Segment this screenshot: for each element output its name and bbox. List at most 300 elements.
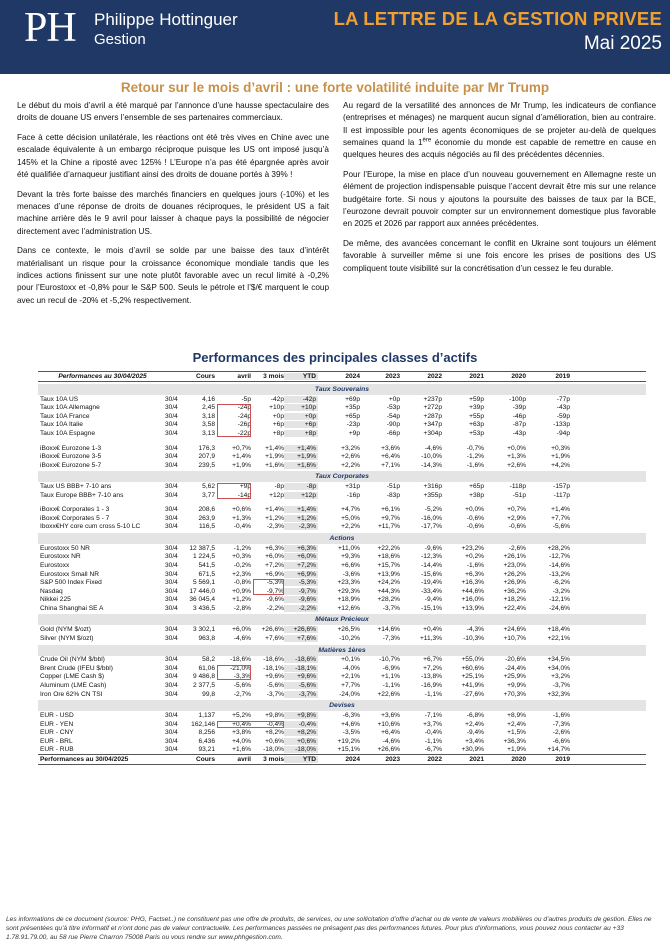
table-cell: +65p <box>345 412 360 420</box>
table-cell: -27,6% <box>463 690 484 698</box>
table-cell: -18,1% <box>284 665 318 672</box>
table-cell: +11,3% <box>419 634 442 642</box>
table-cell: +355p <box>423 491 442 499</box>
table-cell: +6,4% <box>381 729 400 737</box>
table-row <box>38 690 646 699</box>
table-cell: +9,8% <box>265 712 284 720</box>
table-cell: -2,6% <box>552 729 570 737</box>
table-cell: +10,6% <box>377 720 400 728</box>
table-cell: +1,1% <box>381 673 400 681</box>
table-cell: -4,0% <box>342 664 360 672</box>
table-cell: -2,2% <box>266 604 284 612</box>
table-cell: +7,2% <box>284 562 318 569</box>
table-cell: +26,1% <box>503 553 526 561</box>
table-cell: +18,6% <box>377 553 400 561</box>
table-cell: 5 569,1 <box>193 579 215 587</box>
table-cell: +9p <box>348 429 360 437</box>
table-cell: -1,6% <box>552 712 570 720</box>
table-cell: +4,0% <box>232 737 251 745</box>
table-cell: China Shanghai SE A <box>40 604 104 612</box>
table-cell: +3,6% <box>381 444 400 452</box>
table-cell: +38p <box>469 491 484 499</box>
table-cell: -14p <box>237 491 251 499</box>
table-cell: +7,1% <box>381 461 400 469</box>
table-cell: +41,9% <box>461 681 484 689</box>
table-cell: +0,0% <box>507 444 526 452</box>
table-cell: -9,6% <box>424 544 442 552</box>
table-cell: +23,2% <box>461 544 484 552</box>
table-row <box>38 578 646 587</box>
table-cell: 30/4 <box>165 561 178 569</box>
table-cell: +15,7% <box>377 561 400 569</box>
table-row <box>38 711 646 720</box>
table-cell: +12p <box>269 491 284 499</box>
table-cell: +304p <box>423 429 442 437</box>
company-name: Philippe Hottinguer <box>94 10 238 29</box>
table-cell: -4,3% <box>466 626 484 634</box>
table-cell: +1,9% <box>284 453 318 460</box>
table-cell: -3,6% <box>342 570 360 578</box>
table-cell: +316p <box>423 483 442 491</box>
table-cell: +29,3% <box>337 587 360 595</box>
table-cell: -5,6% <box>266 681 284 689</box>
table-cell: YTD <box>284 373 318 380</box>
table-cell: +12p <box>284 492 318 499</box>
table-cell: +8,2% <box>284 729 318 736</box>
table-row <box>38 561 646 570</box>
table-cell: 30/4 <box>165 656 178 664</box>
right-column <box>343 100 656 282</box>
table-cell: 162,146 <box>191 720 215 728</box>
table-cell: +36,2% <box>503 587 526 595</box>
table-cell: 3,18 <box>202 412 215 420</box>
table-cell: -59p <box>556 412 570 420</box>
table-cell: +0,4% <box>423 626 442 634</box>
table-cell: Taux 10A Espagne <box>40 429 95 437</box>
table-row <box>38 587 646 596</box>
table-cell: -1,1% <box>424 737 442 745</box>
table-cell: EUR - YEN <box>40 720 74 728</box>
table-cell: +4,2% <box>551 461 570 469</box>
table-cell: 4,16 <box>202 395 215 403</box>
table-cell: +0p <box>272 412 284 420</box>
table-cell: +7,7% <box>341 681 360 689</box>
table-cell: 12 387,5 <box>189 544 215 552</box>
table-cell: +0p <box>388 395 400 403</box>
table-cell: YTD <box>284 756 318 763</box>
table-cell: +30,9% <box>461 746 484 754</box>
table-cell: -10,0% <box>421 453 442 461</box>
table-cell: -100p <box>509 395 526 403</box>
table-cell: 3,58 <box>202 421 215 429</box>
table-cell: -5,6% <box>233 681 251 689</box>
table-cell: -10,7% <box>379 656 400 664</box>
table-cell: 3 mois <box>263 756 284 764</box>
table-cell: -12,1% <box>549 596 570 604</box>
table-row <box>38 404 646 413</box>
table-section-header: Devises <box>38 700 646 711</box>
table-cell: +1,3% <box>232 514 251 522</box>
table-cell: Taux US BBB+ 7-10 ans <box>40 483 112 491</box>
table-cell: -0,4% <box>233 523 251 531</box>
table-cell: -8p <box>284 483 318 490</box>
table-cell: -18,0% <box>263 746 284 754</box>
table-cell: 3 302,1 <box>193 626 215 634</box>
table-cell: 3,13 <box>202 429 215 437</box>
table-cell: 30/4 <box>165 570 178 578</box>
table-cell: iBoxx€ Eurozone 1-3 <box>40 444 102 452</box>
table-cell: -5,2% <box>424 506 442 514</box>
table-cell: +0,0% <box>465 506 484 514</box>
table-cell: -5,3% <box>284 579 318 586</box>
table-cell: -2,8% <box>233 604 251 612</box>
table-cell: +14,6% <box>377 626 400 634</box>
table-cell: -24,0% <box>339 690 360 698</box>
table-row <box>38 625 646 634</box>
table-cell: +5,2% <box>232 712 251 720</box>
table-section-header: Actions <box>38 533 646 544</box>
table-row <box>38 444 646 453</box>
table-row <box>38 728 646 737</box>
table-cell: -54p <box>386 412 400 420</box>
table-footer-row <box>38 754 646 765</box>
table-cell: +59p <box>469 395 484 403</box>
table-cell: -51p <box>512 491 526 499</box>
table-cell: +0,3% <box>551 444 570 452</box>
table-cell: 2019 <box>555 756 570 764</box>
paragraph: Face à cette décision unilatérale, les réactions ont été très vives en Chine avec une escalade équivalente à un embargo réciproque puisque les US ont imposé jusqu’à 145% et la Chine a riposté avec 125% ! L’Europe n’a pas été épargnée après avoir été qualifiée d’arnaqueur justifiant ainsi des droits de douane portés à 39% ! <box>17 133 329 179</box>
table-row <box>38 544 646 553</box>
table-cell: -16,0% <box>421 514 442 522</box>
table-cell: 2020 <box>511 756 526 764</box>
table-cell: +1,4% <box>284 445 318 452</box>
table-cell: -4,6% <box>233 634 251 642</box>
table-cell: 2023 <box>385 373 400 380</box>
table-cell: +25,1% <box>461 673 484 681</box>
table-cell: 30/4 <box>165 491 178 499</box>
table-row <box>38 673 646 682</box>
table-cell: +10p <box>284 404 318 411</box>
table-cell: +0,9% <box>232 587 251 595</box>
table-cell: 30/4 <box>165 523 178 531</box>
table-cell: -13,8% <box>421 673 442 681</box>
table-cell: +28,2% <box>547 544 570 552</box>
table-cell: +7,7% <box>551 514 570 522</box>
table-cell: 30/4 <box>165 681 178 689</box>
table-cell: 30/4 <box>165 626 178 634</box>
table-cell: +70,3% <box>503 690 526 698</box>
table-cell: Gold (NYM $/ozt) <box>40 626 91 634</box>
table-cell: Silver (NYM $/ozt) <box>40 634 94 642</box>
table-cell: +6,4% <box>381 453 400 461</box>
newsletter-title: LA LETTRE DE LA GESTION PRIVEE <box>333 8 662 29</box>
table-cell: +3,6% <box>381 712 400 720</box>
table-cell: 30/4 <box>165 729 178 737</box>
table-cell: +11,0% <box>337 544 360 552</box>
table-row <box>38 656 646 665</box>
table-cell: +6,0% <box>232 626 251 634</box>
table-cell: +2,2% <box>341 461 360 469</box>
table-cell: +22,2% <box>377 544 400 552</box>
table-cell: 2022 <box>427 756 442 764</box>
table-cell: -23p <box>346 421 360 429</box>
table-cell: -24p <box>237 412 251 420</box>
table-section-header: Taux Corporates <box>38 471 646 482</box>
table-cell: Nasdaq <box>40 587 63 595</box>
table-cell: 2021 <box>469 756 484 764</box>
table-row <box>38 746 646 755</box>
table-cell: -53p <box>386 404 400 412</box>
table-cell: -46p <box>512 412 526 420</box>
table-row <box>38 429 646 438</box>
table-cell: +6,3% <box>465 570 484 578</box>
table-cell: 30/4 <box>165 690 178 698</box>
table-cell: 30/4 <box>165 634 178 642</box>
table-cell: -17,7% <box>421 523 442 531</box>
table-cell: -26p <box>237 421 251 429</box>
table-cell: -6,6% <box>552 737 570 745</box>
table-cell: -3,7% <box>266 690 284 698</box>
table-row <box>38 461 646 470</box>
table-cell: +6,6% <box>341 561 360 569</box>
table-cell: -13,2% <box>549 570 570 578</box>
paragraph <box>343 100 656 161</box>
table-cell: -14,6% <box>549 561 570 569</box>
table-cell: -6,3% <box>342 712 360 720</box>
table-cell: +3,2% <box>551 673 570 681</box>
table-cell: +2,2% <box>341 523 360 531</box>
table-cell: +5,0% <box>341 514 360 522</box>
table-cell: -9,7% <box>284 588 318 595</box>
table-cell: -6,2% <box>552 579 570 587</box>
table-cell: avril <box>237 373 251 380</box>
table-section-header: Taux Souverains <box>38 384 646 395</box>
table-cell: +13,9% <box>377 570 400 578</box>
table-cell: -3,3% <box>233 673 251 681</box>
logo-initials: PH <box>24 5 76 51</box>
table-row <box>38 720 646 729</box>
table-cell: 208,6 <box>198 506 215 514</box>
table-cell: -14,3% <box>421 461 442 469</box>
table-cell: +6,3% <box>284 545 318 552</box>
table-cell: -0,6% <box>466 514 484 522</box>
table-cell: 58,2 <box>202 656 215 664</box>
table-cell: +63p <box>469 421 484 429</box>
table-cell: -12,7% <box>549 553 570 561</box>
table-cell: -18,6% <box>263 656 284 664</box>
table-cell: -14,4% <box>421 561 442 569</box>
table-cell: +19,2% <box>337 737 360 745</box>
table-cell: +24,6% <box>503 626 526 634</box>
table-cell: -9,4% <box>466 729 484 737</box>
table-cell: -6,9% <box>382 664 400 672</box>
table-cell: 2,45 <box>202 404 215 412</box>
table-cell: 30/4 <box>165 596 178 604</box>
table-cell: -10,2% <box>339 634 360 642</box>
table-row <box>38 570 646 579</box>
table-cell: -43p <box>512 429 526 437</box>
paragraph: Devant la très forte baisse des marchés financiers en quelques jours (-10%) et les menaces d’une réponse de droits de douanes réciproques, le président US a fait machine arrière dès le 9 avril pour laisser à chaque pays la possibilité de négocier directement avec l’administration US. <box>17 189 329 236</box>
table-cell: +32,3% <box>547 690 570 698</box>
table-row <box>38 505 646 514</box>
table-cell: EUR - RUB <box>40 746 74 754</box>
paragraph: De même, des avancées concernant le conflit en Ukraine sont toujours un élément favorable à surveiller même si une fois encore les prises de positions des US compliquent toute visibilité sur la concrétisation d’un cessez le feu durable. <box>343 238 656 273</box>
table-cell: +6,1% <box>381 506 400 514</box>
table-cell: -1,2% <box>466 453 484 461</box>
table-cell: -1,2% <box>233 544 251 552</box>
table-cell: +2,6% <box>507 461 526 469</box>
table-cell: 30/4 <box>165 587 178 595</box>
table-cell: +34,5% <box>547 656 570 664</box>
table-cell: 3 436,5 <box>193 604 215 612</box>
table-cell: -21,0% <box>230 664 251 672</box>
table-cell: +8p <box>272 429 284 437</box>
table-cell: 30/4 <box>165 395 178 403</box>
table-cell: -19,4% <box>421 579 442 587</box>
table-cell: +2,9% <box>507 514 526 522</box>
table-cell: -7,1% <box>424 712 442 720</box>
table-cell: -2,2% <box>284 605 318 612</box>
table-cell: 2019 <box>555 373 570 380</box>
table-cell: -3,5% <box>342 729 360 737</box>
table-row <box>38 514 646 523</box>
table-cell: +16,0% <box>461 596 484 604</box>
table-cell: +60,6% <box>461 664 484 672</box>
table-cell: Taux Europe BBB+ 7-10 ans <box>40 491 124 499</box>
table-cell: -43p <box>556 404 570 412</box>
table-cell: -2,3% <box>284 523 318 530</box>
table-cell: -1,6% <box>466 561 484 569</box>
table-cell: +1,4% <box>551 506 570 514</box>
table-cell: +1,4% <box>265 506 284 514</box>
table-cell: -0,2% <box>233 561 251 569</box>
table-cell: +0,1% <box>341 656 360 664</box>
table-cell: +36,3% <box>503 737 526 745</box>
table-cell: +9,8% <box>284 712 318 719</box>
table-cell: 30/4 <box>165 604 178 612</box>
table-cell: +6,9% <box>265 570 284 578</box>
table-cell: Cours <box>195 756 215 764</box>
table-cell: +0,3% <box>232 553 251 561</box>
table-cell: -18,0% <box>284 746 318 753</box>
table-cell: +9,3% <box>341 553 360 561</box>
table-cell: EUR - BRL <box>40 737 73 745</box>
table-cell: Performances au 30/04/2025 <box>58 373 147 380</box>
table-cell: -5,6% <box>552 523 570 531</box>
table-row <box>38 421 646 430</box>
table-cell: -10,3% <box>463 634 484 642</box>
table-cell: S&P 500 Index Fixed <box>40 579 102 587</box>
table-cell: EUR - CNY <box>40 729 74 737</box>
table-cell: avril <box>237 756 251 764</box>
table-cell: Aluminum (LME Cash) <box>40 681 107 689</box>
table-cell: -42p <box>284 396 318 403</box>
table-cell: -22p <box>237 429 251 437</box>
table-cell: 2024 <box>345 373 360 380</box>
table-cell: +4,7% <box>341 506 360 514</box>
table-cell: -6,8% <box>466 712 484 720</box>
table-cell: +1,3% <box>507 453 526 461</box>
table-cell: +35p <box>345 404 360 412</box>
table-cell: +9,6% <box>265 673 284 681</box>
table-cell: +22,6% <box>377 690 400 698</box>
table-cell: +6,9% <box>284 571 318 578</box>
table-row <box>38 634 646 643</box>
disclaimer-footnote: Les informations de ce document (source: PHG, Factset..) ne constituent pas une offre de produits, de services, ou une sollicitation d’offre d’achat ou de vente de valeurs mobilières ou d’autres produits de gestion. Elles ne sont présentées qu’à titre informatif et n’ont donc pas de valeur contractuelle. Les performances passées ne présagent pas des performances futures. Pour plus d’informations, vous pouvez nous contacter au +33 1.78.91.79.00, au 58 rue Pierre Charron 75008 Paris ou vous rendre sur www.phhgestion.com. <box>6 916 652 941</box>
table-cell: +3,2% <box>341 444 360 452</box>
table-cell: 30/4 <box>165 461 178 469</box>
table-cell: 30/4 <box>165 664 178 672</box>
table-cell: -8p <box>274 483 284 491</box>
table-cell: +11,7% <box>377 523 400 531</box>
table-row <box>38 452 646 461</box>
table-cell: 1,137 <box>198 712 215 720</box>
table-cell: +15,1% <box>337 746 360 754</box>
table-cell: +55p <box>469 412 484 420</box>
table-cell: +22,4% <box>503 604 526 612</box>
table-cell: 963,8 <box>198 634 215 642</box>
table-cell: 1 224,5 <box>193 553 215 561</box>
table-cell: +1,4% <box>232 453 251 461</box>
table-cell: -18,6% <box>284 656 318 663</box>
table-cell: +8p <box>284 430 318 437</box>
table-cell: +12,6% <box>337 604 360 612</box>
table-cell: -16,9% <box>421 681 442 689</box>
table-cell: +0,6% <box>265 737 284 745</box>
table-cell: +0,4% <box>232 720 251 728</box>
table-cell: 263,9 <box>198 514 215 522</box>
table-cell: 30/4 <box>165 544 178 552</box>
table-cell: -5,3% <box>266 579 284 587</box>
table-cell: 2023 <box>385 756 400 764</box>
table-cell: +26,6% <box>261 626 284 634</box>
table-row <box>38 604 646 613</box>
table-cell: -90p <box>386 421 400 429</box>
table-cell: -2,6% <box>508 544 526 552</box>
table-cell: +18,2% <box>503 596 526 604</box>
table-cell: +44,6% <box>461 587 484 595</box>
table-cell: +0p <box>284 413 318 420</box>
table-cell: +6,0% <box>265 553 284 561</box>
table-cell: +6p <box>272 421 284 429</box>
table-cell: +2,6% <box>341 453 360 461</box>
table-section-header: Matières 1ères <box>38 645 646 656</box>
table-cell: -0,6% <box>466 523 484 531</box>
text-part: économie du monde est capable de remettre en cause en quelques heures des acquis négociés au fil des précédentes décennies. <box>343 137 656 160</box>
table-cell: 30/4 <box>165 444 178 452</box>
table-cell: +1,9% <box>507 746 526 754</box>
table-cell: +0,7% <box>232 444 251 452</box>
table-cell: 2024 <box>345 756 360 764</box>
table-section-header: Métaux Précieux <box>38 614 646 625</box>
table-cell: -4,6% <box>424 444 442 452</box>
table-cell: iBoxx€ Eurozone 3-5 <box>40 453 102 461</box>
table-cell: -118p <box>509 483 526 491</box>
table-cell: -3,7% <box>284 691 318 698</box>
table-cell: -2,7% <box>233 690 251 698</box>
table-cell: -12,3% <box>421 553 442 561</box>
table-cell: +0,2% <box>465 553 484 561</box>
table-cell: 2020 <box>511 373 526 380</box>
table-cell: +237p <box>423 395 442 403</box>
table-cell: -66p <box>386 429 400 437</box>
paragraph: Pour l’Europe, la mise en place d’un nouveau gouvernement en Allemagne reste un élément de projection indispensable puisque l’accent devrait être mis sur une relance budgétaire forte. Si nous y ajoutons la poursuite des baisses de taux par la BCE, l’eurozone devrait pouvoir compter sur un environnement domestique plus favorable en 2025 et 2026 par rapport aux années précédentes. <box>343 169 656 229</box>
table-cell: +53p <box>469 429 484 437</box>
table-cell: +347p <box>423 421 442 429</box>
table-cell: +24,2% <box>377 579 400 587</box>
table-cell: -9,6% <box>284 596 318 603</box>
table-cell: +28,2% <box>377 596 400 604</box>
